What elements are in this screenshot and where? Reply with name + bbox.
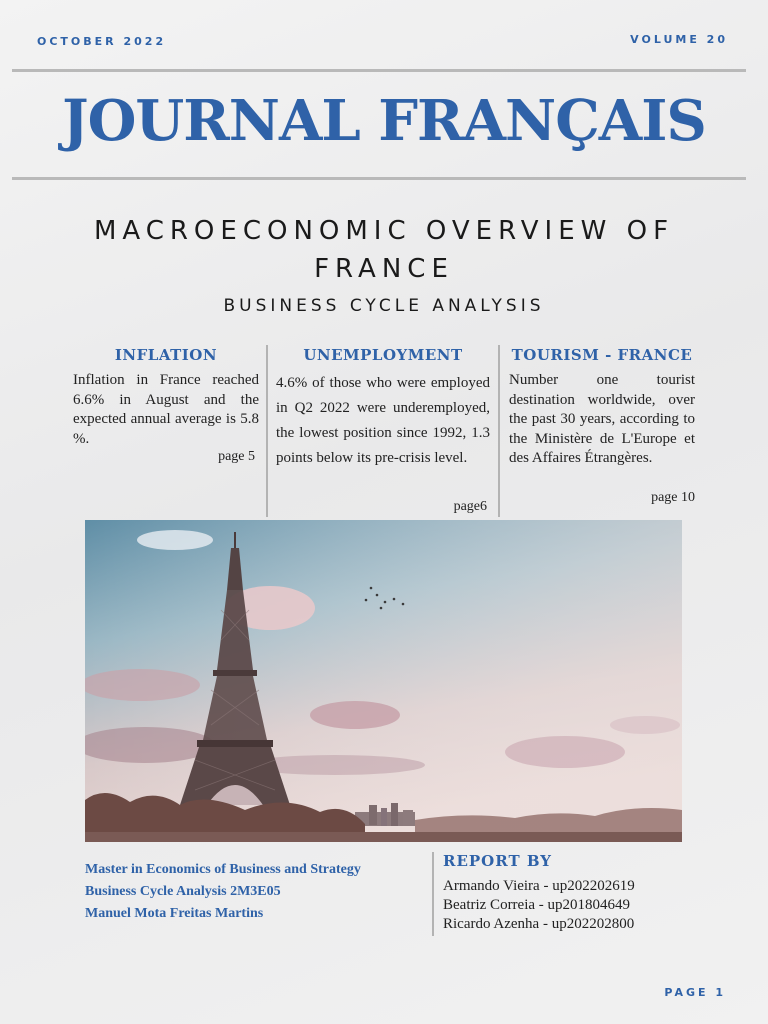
main-headline: MACROECONOMIC OVERVIEW OF FRANCE	[93, 216, 675, 284]
column-divider-right	[498, 345, 500, 517]
unemployment-heading: UNEMPLOYMENT	[303, 346, 463, 364]
report-divider	[432, 852, 434, 936]
author-3: Ricardo Azenha - up202202800	[443, 916, 635, 932]
eiffel-tower-photo	[85, 520, 682, 842]
tourism-body: Number one tourist destination worldwide, over the past 30 years, according to the Ministère de L'Europe et des Affaires Étrangères.	[509, 372, 695, 466]
author-2: Beatriz Correia - up201804649	[443, 897, 631, 913]
tourism-heading: TOURISM - FRANCE	[511, 346, 693, 364]
page-number: PAGE 1	[664, 986, 726, 999]
professor-name: Manuel Mota Freitas Martins	[85, 906, 264, 921]
header-rule-top	[12, 69, 746, 72]
issue-volume: VOLUME 20	[630, 33, 728, 46]
inflation-heading: INFLATION	[114, 346, 218, 364]
sub-headline: BUSINESS CYCLE ANALYSIS	[223, 296, 545, 316]
report-by-heading: REPORT BY	[443, 852, 552, 870]
program-name: Master in Economics of Business and Strategy	[85, 862, 361, 877]
tourism-page-ref: page 10	[651, 490, 695, 505]
author-1: Armando Vieira - up202202619	[443, 878, 635, 894]
issue-date: OCTOBER 2022	[37, 35, 167, 48]
unemployment-page-ref: page6	[453, 499, 487, 514]
inflation-body: Inflation in France reached 6.6% in August and the expected annual average is 5.8 %.	[73, 372, 259, 447]
column-divider-left	[266, 345, 268, 517]
header-rule-bottom	[12, 177, 746, 180]
course-name: Business Cycle Analysis 2M3E05	[85, 884, 281, 899]
masthead-title: JOURNAL FRANÇAIS	[62, 88, 706, 154]
inflation-page-ref: page 5	[218, 449, 255, 464]
unemployment-body: 4.6% of those who were employed in Q2 2022 were underemployed, the lowest position since 1992, 1.3 points below its pre-crisis level.	[276, 375, 490, 466]
